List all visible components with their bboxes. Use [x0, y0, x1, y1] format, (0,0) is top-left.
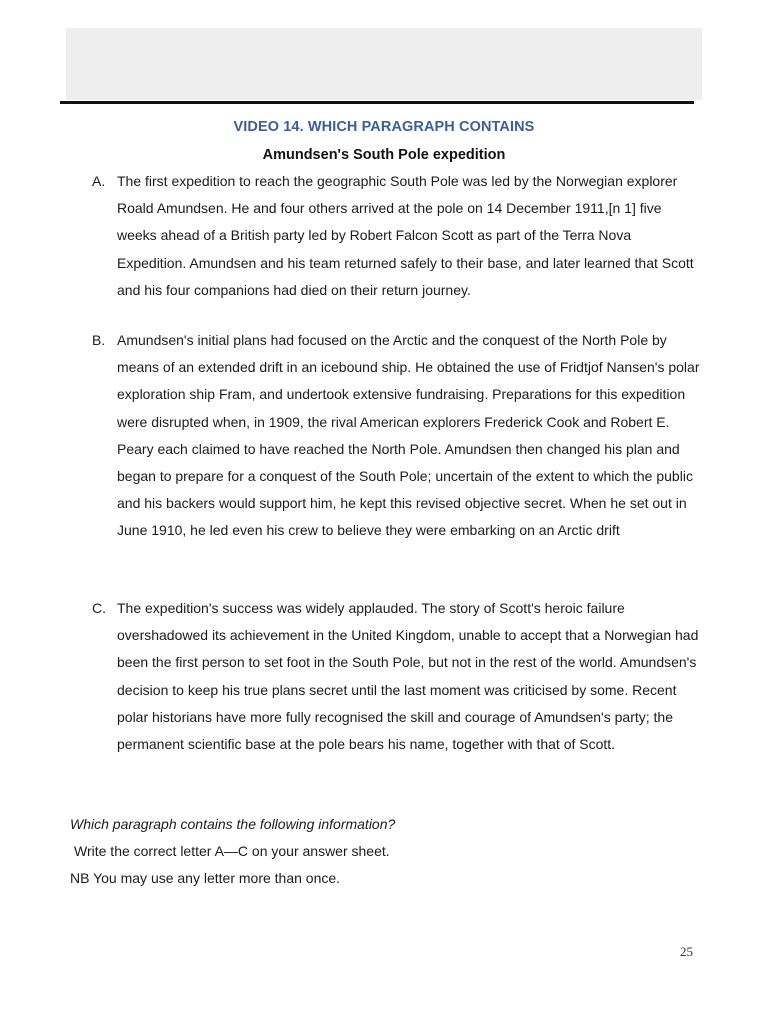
page-number: 25: [680, 944, 693, 959]
paragraph-text: Amundsen's initial plans had focused on the Arctic and the conquest of the North Pole by means of an extended drift in an icebound ship. He obtained the use of Fridtjof Nansen's polar exploration ship Fram, and undertook extensive fundraising. Preparations for this expedition were disrupted when, in 1909, the rival American explorers Frederick Cook and Robert E. Peary each claimed to have reached the North Pole. Amundsen then changed his plan and began to prepare for a conquest of the South Pole; uncertain of the extent to which the public and his backers would support him, he kept this revised objective secret. When he set out in June 1910, he led even his crew to believe they were embarking on an Arctic drift: [117, 332, 700, 539]
paragraph-text: The first expedition to reach the geographic South Pole was led by the Norwegian explorer Roald Amundsen. He and four others arrived at the pole on 14 December 1911,[n 1] five weeks ahead of a British party led by Robert Falcon Scott as part of the Terra Nova Expedition. Amundsen and his team returned safely to their base, and later learned that Scott and his four companions had died on their return journey.: [117, 173, 694, 298]
answer-instruction: Write the correct letter A—C on your answer sheet.: [74, 843, 390, 859]
page-title: VIDEO 14. WHICH PARAGRAPH CONTAINS: [233, 119, 535, 135]
nb-note: NB You may use any letter more than once.: [70, 870, 341, 886]
paragraph-letter: A.: [92, 173, 106, 189]
paragraph-c: [92, 595, 702, 758]
paragraph-text: The expedition's success was widely applauded. The story of Scott's heroic failure overshadowed its achievement in the United Kingdom, unable to accept that a Norwegian had been the first person to set foot in the South Pole, but not in the rest of the world. Amundsen's decision to keep his true plans secret until the last moment was criticised by some. Recent polar historians have more fully recognised the skill and courage of Amundsen's party; the permanent scientific base at the pole bears his name, together with that of Scott.: [117, 600, 699, 753]
header-band: [66, 28, 702, 100]
header-divider: [60, 101, 694, 104]
passage-subtitle: Amundsen's South Pole expedition: [262, 147, 506, 163]
paragraph-a: [92, 168, 702, 304]
paragraph-b: [92, 327, 702, 545]
paragraph-letter: B.: [92, 332, 106, 348]
question-prompt: Which paragraph contains the following information?: [70, 816, 396, 832]
paragraph-letter: C.: [92, 600, 106, 616]
